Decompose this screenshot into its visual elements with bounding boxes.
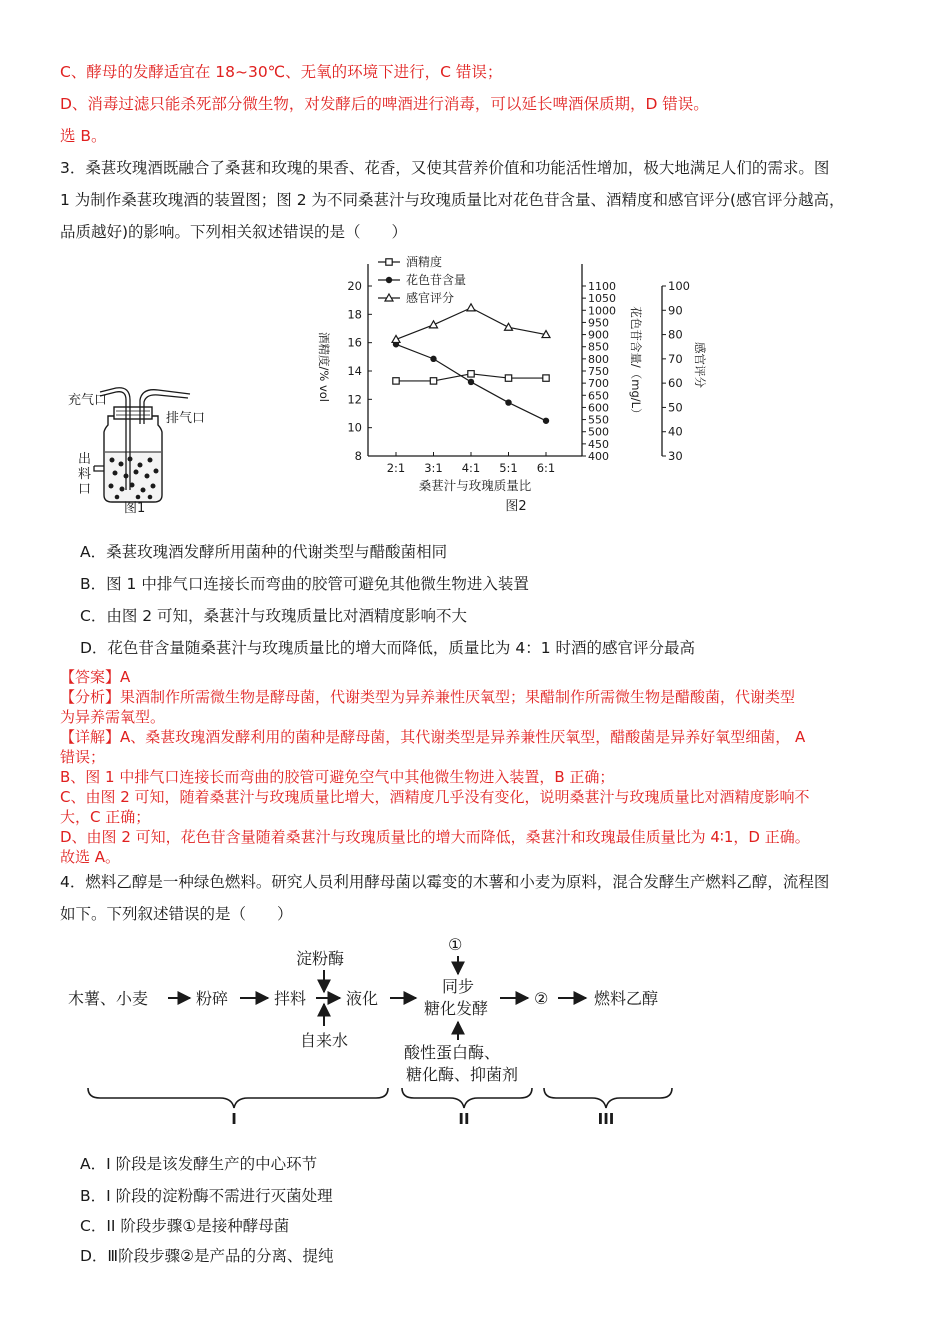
left-tick-label: 12 (347, 392, 362, 407)
data-point (386, 277, 392, 283)
right1-tick-label: 750 (588, 365, 609, 378)
q3-detail-d: D、由图 2 可知，花色苷含量随着桑葚汁与玫瑰质量比的增大而降低，桑葚汁和玫瑰最佳质量比为 4∶1，D 正确。 (60, 828, 810, 846)
data-point (467, 304, 475, 311)
right2-tick-label: 90 (668, 303, 683, 318)
right1-tick-label: 500 (588, 425, 609, 439)
discharge-label-1: 出 (78, 452, 92, 467)
q3-option-c: C．由图 2 可知，桑葚汁与玫瑰质量比对酒精度影响不大 (80, 607, 468, 625)
q4-option-c: C．II 阶段步骤①是接种酵母菌 (80, 1217, 290, 1235)
right1-tick-label: 600 (588, 401, 609, 415)
q3-option-a: A．桑葚玫瑰酒发酵所用菌种的代谢类型与醋酸菌相同 (80, 543, 448, 561)
flow-crush: 粉碎 (196, 989, 229, 1008)
legend-entry (378, 273, 466, 287)
data-point (505, 323, 513, 330)
data-point (505, 399, 511, 405)
right2-axis-label: 感官评分 (693, 342, 707, 388)
q3-option-d: D．花色苷含量随桑葚汁与玫瑰质量比的增大而降低，质量比为 4：1 时酒的感官评分最高 (80, 639, 696, 657)
figure-2-caption: 图2 (505, 499, 527, 514)
inlet-label: 充气口 (68, 393, 108, 408)
right2-tick-label: 70 (668, 351, 683, 366)
right2-tick-label: 80 (668, 327, 683, 342)
q3-analysis-1: 【分析】果酒制作所需微生物是酵母菌，代谢类型为异养兼性厌氧型；果醋制作所需微生物是醋酸菌，代谢类型 (60, 688, 796, 706)
data-point (468, 379, 474, 385)
outlet-label: 排气口 (166, 411, 206, 426)
x-tick-label: 6:1 (536, 461, 556, 475)
q3-stem-1: 3．桑葚玫瑰酒既融合了桑葚和玫瑰的果香、花香，又使其营养价值和功能活性增加，极大地满足人们的需求。图 (60, 159, 830, 177)
q3-detail-c-1: C、由图 2 可知，随着桑葚汁与玫瑰质量比增大，酒精度几乎没有变化，说明桑葚汁与玫瑰质量比对酒精度影响不 (60, 788, 810, 806)
figure-1-caption: 图1 (124, 501, 146, 515)
right1-tick-label: 700 (588, 377, 609, 391)
flow-step-1: ① (448, 935, 463, 954)
flow-amylase: 淀粉酶 (296, 949, 345, 968)
flow-enzymes-1: 酸性蛋白酶、 (404, 1043, 501, 1062)
x-tick-label: 2:1 (386, 461, 406, 475)
q3-detail-a-1: 【详解】A、桑葚玫瑰酒发酵利用的菌种是酵母菌，其代谢类型是异养兼性厌氧型，醋酸菌是异养好氧型细菌， A (60, 728, 806, 746)
left-tick-label: 20 (347, 279, 362, 293)
right1-tick-label: 400 (588, 450, 609, 463)
legend-label: 花色苷含量 (406, 273, 467, 287)
figure-2-chart (300, 250, 710, 515)
stage-label-1: I (231, 1110, 237, 1128)
q3-option-b: B．图 1 中排气口连接长而弯曲的胶管可避免其他微生物进入装置 (80, 575, 529, 593)
right1-tick-label: 900 (588, 328, 609, 342)
brace-stage-1 (88, 1088, 388, 1108)
q4-option-b: B．I 阶段的淀粉酶不需进行灭菌处理 (80, 1187, 333, 1205)
legend-entry (378, 290, 454, 305)
right1-tick-label: 950 (588, 316, 609, 330)
x-axis-label: 桑葚汁与玫瑰质量比 (418, 478, 532, 493)
q3-conclusion: 故选 A。 (60, 848, 121, 866)
right2-tick-label: 100 (668, 279, 690, 293)
flow-liquefy: 液化 (346, 989, 379, 1008)
q3-detail-a-2: 错误； (60, 748, 106, 766)
q3-detail-b: B、图 1 中排气口连接长而弯曲的胶管可避免空气中其他微生物进入装置，B 正确； (60, 768, 615, 786)
flow-enzymes-2: 糖化酶、抑菌剂 (406, 1065, 519, 1084)
data-point (430, 378, 436, 384)
right1-tick-label: 450 (588, 437, 609, 451)
right1-tick-label: 800 (588, 352, 609, 366)
prev-explain-choose: 选 B。 (60, 127, 107, 145)
discharge-label-2: 料 (78, 467, 92, 482)
left-tick-label: 10 (347, 420, 362, 435)
flow-sync-2: 糖化发酵 (424, 999, 489, 1018)
data-point (543, 418, 549, 424)
data-point (386, 259, 392, 265)
left-tick-label: 14 (347, 364, 362, 378)
flow-mix: 拌料 (274, 989, 307, 1008)
right1-tick-label: 1100 (588, 280, 616, 293)
discharge-spout (94, 466, 104, 471)
q3-stem-3: 品质越好)的影响。下列相关叙述错误的是（ ） (60, 223, 408, 241)
right2-tick-label: 40 (668, 424, 683, 439)
q3-answer: 【答案】A (60, 668, 131, 686)
series-line (396, 308, 546, 340)
x-tick-label: 3:1 (424, 461, 443, 475)
left-tick-label: 16 (347, 335, 362, 350)
stage-label-2: II (458, 1110, 470, 1128)
q4-flow-diagram (60, 928, 700, 1128)
data-point (430, 356, 436, 362)
flow-sync-1: 同步 (442, 977, 475, 996)
brace-stage-2 (402, 1088, 532, 1108)
legend-label: 酒精度 (406, 255, 443, 269)
brace-stage-3 (544, 1088, 672, 1108)
right1-tick-label: 650 (588, 389, 609, 403)
flow-raw-material: 木薯、小麦 (68, 989, 149, 1008)
right2-tick-label: 50 (668, 400, 683, 415)
data-point (393, 378, 399, 384)
right1-tick-label: 850 (588, 340, 609, 354)
prev-explain-d: D、消毒过滤只能杀死部分微生物，对发酵后的啤酒进行消毒，可以延长啤酒保质期，D 错误。 (60, 95, 709, 113)
data-point (468, 371, 474, 377)
discharge-label-3: 口 (78, 482, 92, 497)
figure-1-fermenter (60, 380, 230, 515)
legend-entry (378, 254, 442, 269)
q4-option-d: D．Ⅲ阶段步骤②是产品的分离、提纯 (80, 1247, 334, 1265)
left-tick-label: 18 (347, 307, 362, 322)
q3-analysis-2: 为异养需氧型。 (60, 708, 166, 726)
series-right2 (392, 304, 550, 343)
right2-tick-label: 60 (668, 376, 683, 391)
left-axis-label: 酒精度/% vol (317, 332, 331, 402)
legend-label: 感官评分 (406, 291, 455, 305)
bottle-cap (114, 407, 152, 419)
q4-stem-1: 4．燃料乙醇是一种绿色燃料。研究人员利用酵母菌以霉变的木薯和小麦为原料，混合发酵生产燃料乙醇，流程图 (60, 873, 830, 891)
right2-tick-label: 30 (668, 449, 683, 463)
right1-axis-label: 花色苷含量/（mg/L） (629, 306, 643, 420)
flow-product: 燃料乙醇 (594, 989, 659, 1008)
q3-stem-2: 1 为制作桑葚玫瑰酒的装置图；图 2 为不同桑葚汁与玫瑰质量比对花色苷含量、酒精度和感官评分(感官评分越高， (60, 191, 845, 209)
q4-option-a: A．I 阶段是该发酵生产的中心环节 (80, 1155, 318, 1173)
flow-tapwater: 自来水 (300, 1031, 349, 1050)
data-point (505, 375, 511, 381)
x-tick-label: 5:1 (499, 461, 518, 475)
q3-detail-c-2: 大，C 正确； (60, 808, 151, 826)
right1-tick-label: 550 (588, 413, 609, 427)
data-point (430, 321, 438, 328)
q4-stem-2: 如下。下列叙述错误的是（ ） (60, 905, 293, 923)
prev-explain-c: C、酵母的发酵适宜在 18~30℃、无氧的环境下进行，C 错误； (60, 63, 503, 81)
left-tick-label: 8 (354, 449, 362, 463)
series-right1 (393, 341, 549, 424)
right1-tick-label: 1000 (588, 304, 616, 318)
data-point (543, 375, 549, 381)
stage-label-3: III (597, 1110, 615, 1128)
x-tick-label: 4:1 (461, 461, 481, 475)
flow-step-2: ② (534, 989, 549, 1008)
right1-tick-label: 1050 (588, 292, 616, 306)
